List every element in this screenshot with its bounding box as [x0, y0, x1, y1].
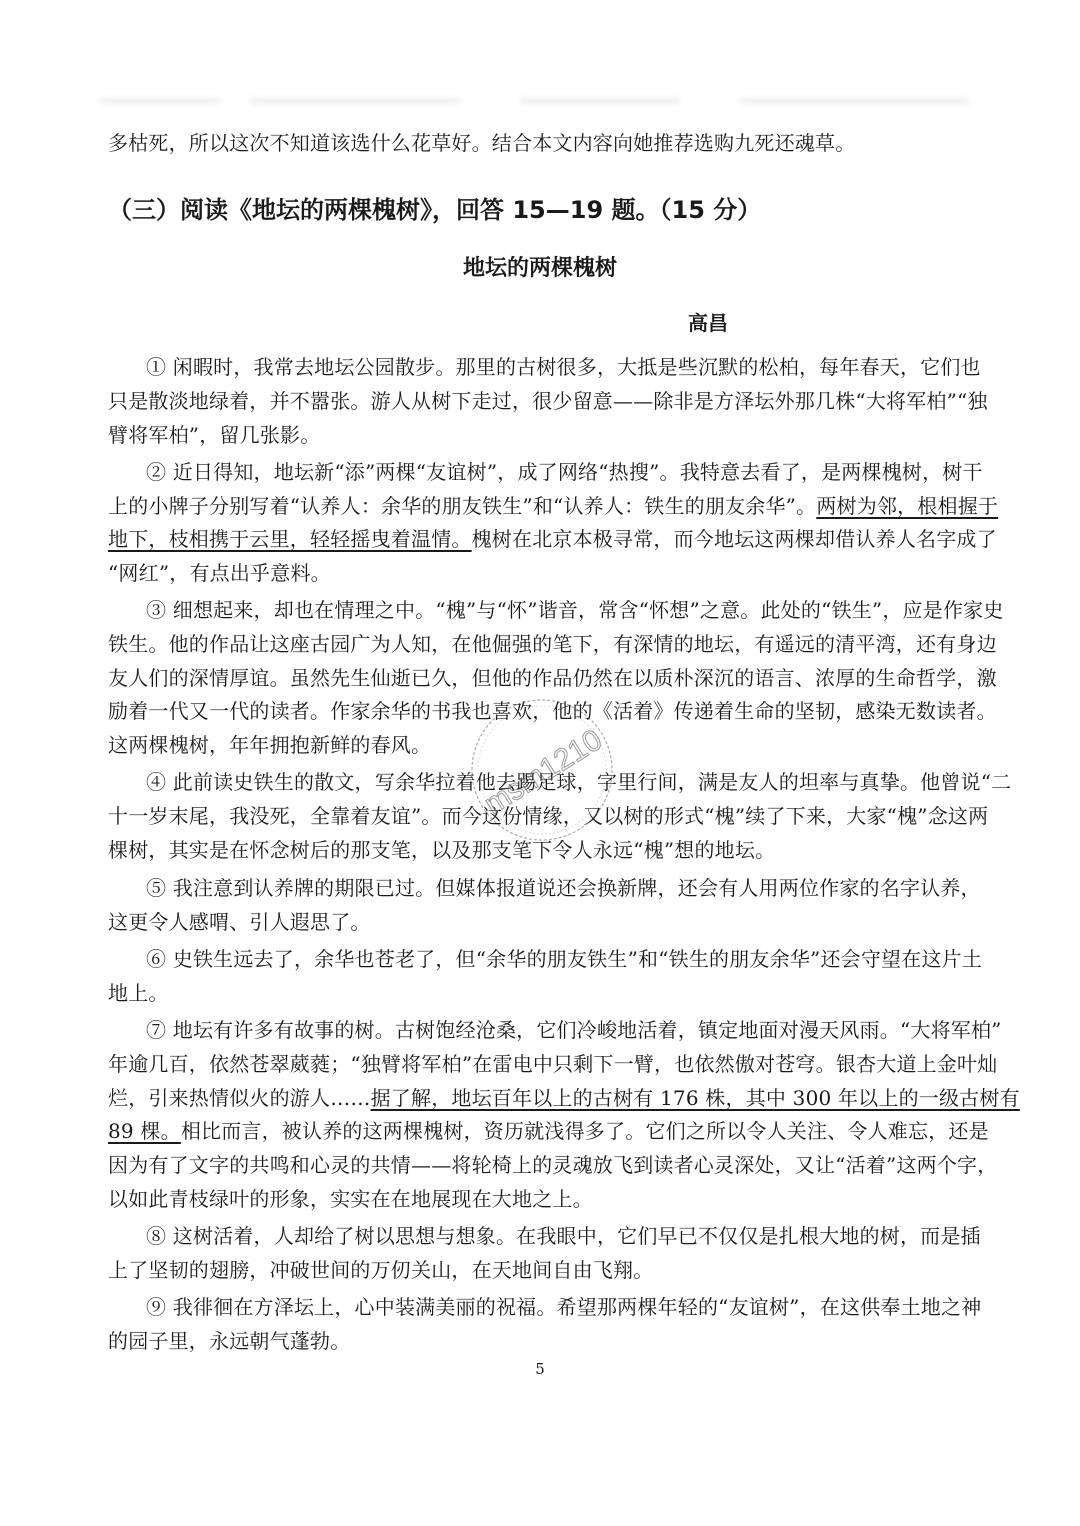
paragraph-line: 地上。 [108, 981, 169, 1005]
underlined-text: 地下，枝相携于云里，轻轻摇曳着温情。 [108, 527, 472, 551]
author-name: 高昌 [688, 311, 728, 335]
paragraph-line: 励着一代又一代的读者。作家余华的书我也喜欢，他的《活着》传递着生命的坚韧，感染无数读者。 [108, 699, 997, 723]
paragraph-line: 年逾几百，依然苍翠葳蕤；“独臂将军柏”在雷电中只剩下一臂，也依然傲对苍穹。银杏大道上金叶灿 [108, 1052, 998, 1076]
paragraph-line: ⑧ 这树活着，人却给了树以思想与想象。在我眼中，它们早已不仅仅是扎根大地的树，而是插 [146, 1224, 981, 1248]
paragraph-line: ⑨ 我徘徊在方泽坛上，心中装满美丽的祝福。希望那两棵年轻的“友谊树”，在这供奉土地之神 [146, 1295, 982, 1319]
underlined-text: 据了解，地坛百年以上的古树有 176 株，其中 300 年以上的一级古树有 [370, 1086, 1020, 1110]
paragraph-line: 因为有了文字的共鸣和心灵的共情——将轮椅上的灵魂放飞到读者心灵深处，又让“活着”这两个字， [108, 1153, 998, 1177]
paragraph-line: ③ 细想起来，却也在情理之中。“槐”与“怀”谐音，常含“怀想”之意。此处的“铁生”，应是作家史 [146, 598, 1004, 622]
text-run: 相比而言，被认养的这两棵槐树，资历就浅得多了。它们之所以令人关注、令人难忘，还是 [180, 1119, 989, 1143]
paragraph-line: 这两棵槐树，年年拥抱新鲜的春风。 [108, 733, 432, 757]
text-run: 槐树在北京本极寻常，而今地坛这两棵却借认养人名字成了 [471, 527, 997, 551]
paragraph-line: 只是散淡地绿着，并不嚣张。游人从树下走过，很少留意——除非是方泽坛外那几株“大将军柏”“独 [108, 389, 988, 413]
intro-line: 多枯死，所以这次不知道该选什么花草好。结合本文内容向她推荐选购九死还魂草。 [108, 131, 856, 155]
paragraph-line [108, 527, 997, 551]
paragraph-line: “网红”，有点出乎意料。 [108, 561, 331, 585]
paragraph-line: 臂将军柏”，留几张影。 [108, 423, 321, 447]
paragraph-line: ② 近日得知，地坛新“添”两棵“友谊树”，成了网络“热搜”。我特意去看了，是两棵槐树，树干 [146, 460, 983, 484]
paragraph-line: ⑥ 史铁生远去了，余华也苍老了，但“余华的朋友铁生”和“铁生的朋友余华”还会守望在这片土 [146, 947, 983, 971]
text-run: 上的小牌子分别写着“认养人：余华的朋友铁生”和“认养人：铁生的朋友余华”。 [108, 494, 817, 518]
paragraph-line [108, 1086, 1020, 1110]
paragraph-line: 以如此青枝绿叶的形象，实实在在地展现在大地之上。 [108, 1187, 593, 1211]
paragraph-line: ⑤ 我注意到认养牌的期限已过。但媒体报道说还会换新牌，还会有人用两位作家的名字认养， [146, 876, 981, 900]
paragraph-line [108, 1119, 989, 1143]
paragraph-line: 十一岁末尾，我没死，全靠着友谊”。而今这份情缘，又以树的形式“槐”续了下来，大家“槐”念这两 [108, 804, 989, 828]
paragraph-line: 上了坚韧的翅膀，冲破世间的万仞关山，在天地间自由飞翔。 [108, 1258, 654, 1282]
faint-header-bleed [100, 92, 1000, 110]
section-title: （三）阅读《地坛的两棵槐树》，回答 15—19 题。（15 分） [108, 196, 762, 224]
paragraph-line: ⑦ 地坛有许多有故事的树。古树饱经沧桑，它们冷峻地活着，镇定地面对漫天风雨。“大将军柏” [146, 1018, 1002, 1042]
paragraph-line: 的园子里，永远朝气蓬勃。 [108, 1329, 351, 1353]
text-run: 烂，引来热情似火的游人…… [108, 1086, 371, 1110]
paragraph-line: 友人们的深情厚谊。虽然先生仙逝已久，但他的作品仍然在以质朴深沉的语言、浓厚的生命哲学，激 [108, 666, 997, 690]
paragraph-line: 棵树，其实是在怀念树后的那支笔，以及那支笔下令人永远“槐”想的地坛。 [108, 838, 776, 862]
essay-title: 地坛的两棵槐树 [462, 256, 617, 281]
underlined-text: 89 棵。 [108, 1119, 181, 1143]
underlined-text: 两树为邻，根相握于 [816, 494, 999, 518]
paragraph-line: 铁生。他的作品让这座古园广为人知，在他倔强的笔下，有深情的地坛，有遥远的清平湾，还有身边 [108, 632, 997, 656]
watermark-text: msm1210 [478, 723, 608, 822]
paragraph-line [108, 494, 999, 518]
paragraph-line: ④ 此前读史铁生的散文，写余华拉着他去踢足球，字里行间，满是友人的坦率与真挚。他曾说“二 [146, 770, 1012, 794]
paragraph-line: ① 闲暇时，我常去地坛公园散步。那里的古树很多，大抵是些沉默的松柏，每年春天，它们也 [146, 355, 981, 379]
page-number: 5 [535, 1360, 545, 1378]
paragraph-line: 这更令人感喟、引人遐思了。 [108, 910, 371, 934]
